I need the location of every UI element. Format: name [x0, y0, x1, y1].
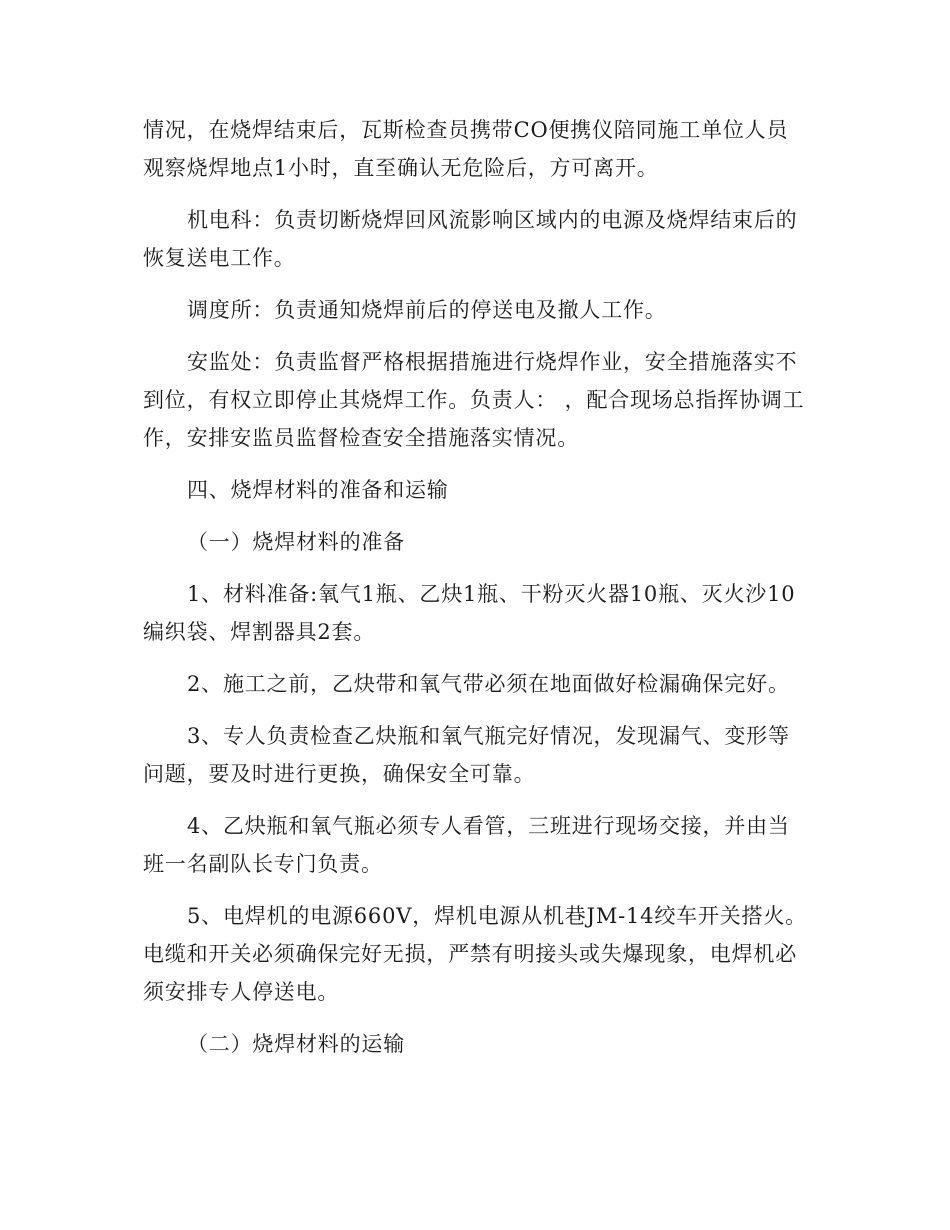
- section-heading-materials: 四、烧焊材料的准备和运输: [187, 478, 449, 502]
- paragraph-gap: [143, 277, 807, 291]
- list-item-3: 3、专人负责检查乙炔瓶和氧气瓶完好情况，发现漏气、变形等问题，要及时进行更换，确保安全可靠。: [143, 724, 790, 786]
- list-item-1: 1、材料准备:氧气1瓶、乙炔1瓶、干粉灭火器10瓶、灭火沙10编织袋、焊割器具2套。: [143, 582, 796, 644]
- subsection-heading-preparation: （一）烧焊材料的准备: [187, 530, 405, 554]
- paragraph-gap: [143, 793, 807, 807]
- paragraph-gap: [143, 883, 807, 897]
- list-item-4: 4、乙炔瓶和氧气瓶必须专人看管，三班进行现场交接，并由当班一名副队长专门负责。: [143, 814, 790, 876]
- paragraph-gap: [143, 509, 807, 523]
- paragraph-gap: [143, 561, 807, 575]
- paragraph-continuation: 情况，在烧焊结束后，瓦斯检查员携带CO便携仪陪同施工单位人员观察烧焊地点1小时，直至确认无危险后，方可离开。: [143, 118, 789, 180]
- paragraph-dispatch: 调度所：负责通知烧焊前后的停送电及撤人工作。: [187, 298, 667, 322]
- paragraph-mechanical-electrical: 机电科：负责切断烧焊回风流影响区域内的电源及烧焊结束后的恢复送电工作。: [143, 208, 798, 270]
- paragraph-gap: [143, 187, 807, 201]
- paragraph-safety-supervision: 安监处：负责监督严格根据措施进行烧焊作业，安全措施落实不到位，有权立即停止其烧焊工作。负责人： ，配合现场总指挥协调工作，安排安监员监督检查安全措施落实情况。: [143, 350, 805, 450]
- paragraph-gap: [143, 329, 807, 343]
- paragraph-gap: [143, 651, 807, 665]
- paragraph-gap: [143, 703, 807, 717]
- list-item-2: 2、施工之前，乙炔带和氧气带必须在地面做好检漏确保完好。: [187, 672, 790, 696]
- document-body: [143, 111, 807, 1063]
- subsection-heading-transport: （二）烧焊材料的运输: [187, 1032, 405, 1056]
- list-item-5: 5、电焊机的电源660V，焊机电源从机巷JM-14绞车开关搭火。电缆和开关必须确保完好无损，严禁有明接头或失爆现象，电焊机必须安排专人停送电。: [143, 904, 807, 1004]
- paragraph-gap: [143, 1011, 807, 1025]
- paragraph-gap: [143, 457, 807, 471]
